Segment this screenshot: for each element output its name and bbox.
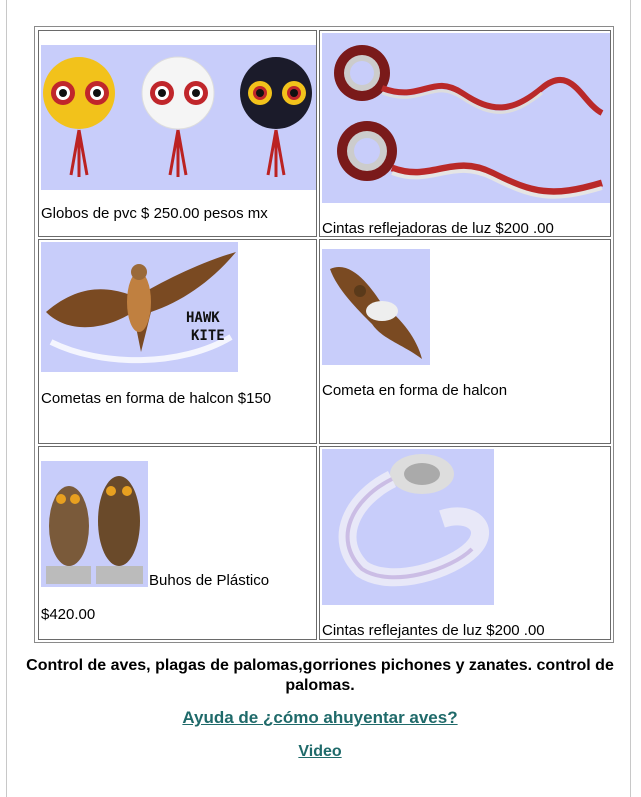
product-caption: Cintas reflejantes de luz $200 .00 <box>322 622 545 639</box>
product-caption: Cintas reflejadoras de luz $200 .00 <box>322 220 554 237</box>
bird-control-description: Control de aves, plagas de palomas,gorriones pichones y zanates. control de palomas. <box>26 657 614 694</box>
svg-text:KITE: KITE <box>191 328 225 344</box>
product-cell-reflective-tape <box>319 30 611 237</box>
product-cell-holographic-tape <box>319 446 611 640</box>
product-price: $420.00 <box>41 606 96 623</box>
product-cell-balloons <box>38 30 317 237</box>
product-caption: Cometa en forma de halcon <box>322 382 508 399</box>
hawk-kite-image <box>41 242 238 372</box>
plastic-owls-image <box>41 461 148 587</box>
product-cell-hawk-kite <box>38 239 317 444</box>
product-cell-hawk-kite-2 <box>319 239 611 444</box>
svg-text:HAWK: HAWK <box>186 310 220 326</box>
hawk-image <box>322 249 430 365</box>
holographic-tape-image <box>322 449 494 605</box>
products-table <box>34 26 614 643</box>
video-link[interactable]: Video <box>298 743 342 760</box>
product-caption: Cometas en forma de halcon $150 <box>41 390 272 407</box>
help-link[interactable]: Ayuda de ¿cómo ahuyentar aves? <box>182 708 458 727</box>
reflective-tape-image <box>322 33 610 203</box>
scare-balloons-image <box>41 45 316 190</box>
product-cell-plastic-owls <box>38 446 317 640</box>
product-caption: Buhos de Plástico <box>149 572 270 589</box>
product-caption: Globos de pvc $ 250.00 pesos mx <box>41 205 268 222</box>
